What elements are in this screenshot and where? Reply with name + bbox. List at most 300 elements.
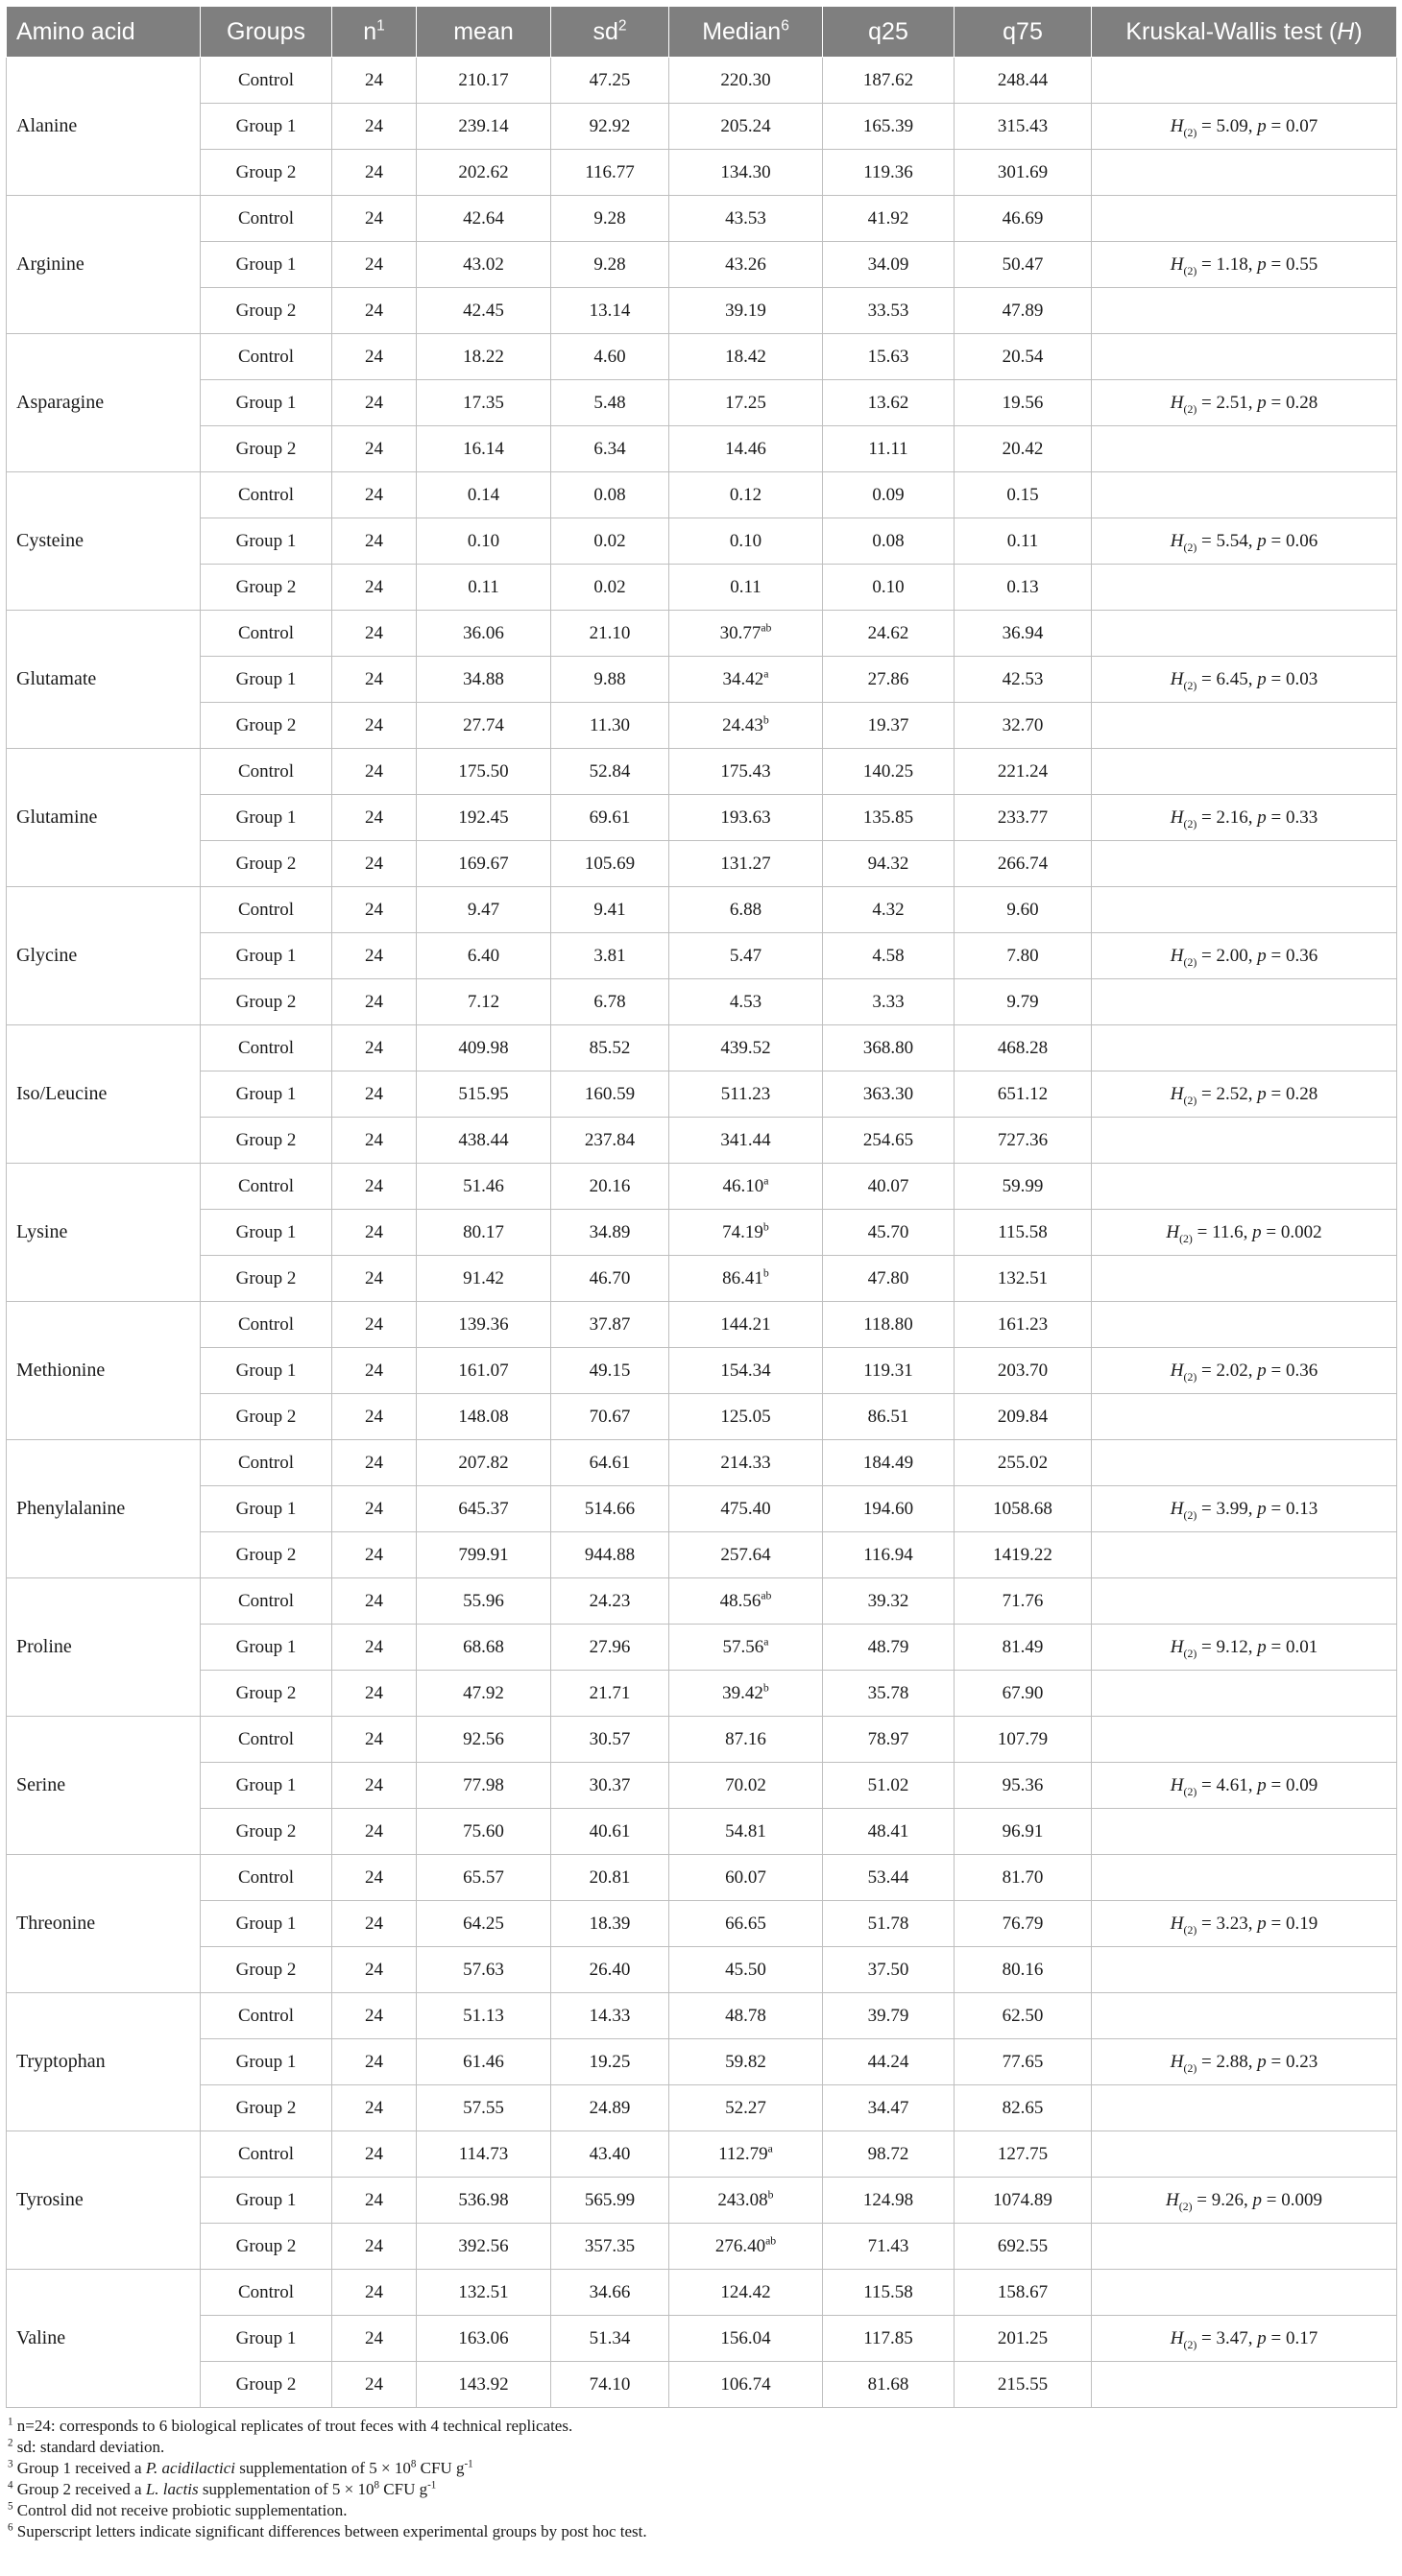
p-value: 0.28 (1285, 1083, 1318, 1104)
median-cell (669, 1071, 823, 1118)
q25-cell: 41.92 (823, 196, 955, 242)
sd-cell: 21.71 (551, 1671, 669, 1717)
amino-acid-name: Glycine (7, 887, 201, 1025)
mean-cell: 42.64 (417, 196, 551, 242)
amino-acid-name: Asparagine (7, 334, 201, 472)
sd-cell: 26.40 (551, 1947, 669, 1993)
q25-cell: 53.44 (823, 1855, 955, 1901)
q75-cell: 107.79 (955, 1717, 1092, 1763)
h-statistic: 1.18 (1216, 253, 1248, 275)
mean-cell: 0.11 (417, 565, 551, 611)
p-value: 0.07 (1285, 115, 1318, 136)
posthoc-letter: a (763, 1635, 769, 1649)
table-row (7, 472, 1397, 518)
median-value: 125.05 (720, 1406, 771, 1427)
mean-cell: 75.60 (417, 1809, 551, 1855)
n-cell: 24 (332, 426, 417, 472)
group-cell: Group 2 (201, 1532, 332, 1578)
col-header-q75: q75 (955, 7, 1092, 58)
q75-cell: 468.28 (955, 1025, 1092, 1071)
q75-cell: 36.94 (955, 611, 1092, 657)
group-cell: Control (201, 749, 332, 795)
n-cell: 24 (332, 1578, 417, 1625)
median-value: 193.63 (720, 807, 771, 828)
kruskal-wallis-cell (1092, 565, 1397, 611)
group-cell: Control (201, 1578, 332, 1625)
mean-cell: 55.96 (417, 1578, 551, 1625)
amino-acid-name: Threonine (7, 1855, 201, 1993)
footnote-text: CFU g (379, 2480, 428, 2498)
median-value: 205.24 (720, 115, 771, 136)
q25-cell: 0.08 (823, 518, 955, 565)
median-cell (669, 288, 823, 334)
mean-cell: 207.82 (417, 1440, 551, 1486)
h-statistic: 4.61 (1216, 1774, 1248, 1795)
group-cell: Group 2 (201, 1118, 332, 1164)
amino-acid-name: Lysine (7, 1164, 201, 1302)
table-body (7, 58, 1397, 2408)
median-value: 0.11 (730, 576, 761, 597)
q75-cell: 1074.89 (955, 2178, 1092, 2224)
median-cell (669, 611, 823, 657)
n-cell: 24 (332, 2085, 417, 2131)
kruskal-wallis-cell: $H_{(2)} = 2.51$, p = 0.28 (1092, 380, 1397, 426)
kruskal-wallis-cell: $H_{(2)} = 2.88$, p = 0.23 (1092, 2039, 1397, 2085)
q75-cell: 81.49 (955, 1625, 1092, 1671)
table-row (7, 150, 1397, 196)
q75-cell: 9.79 (955, 979, 1092, 1025)
table-row (7, 1071, 1397, 1118)
n-cell: 24 (332, 150, 417, 196)
q75-cell: 0.13 (955, 565, 1092, 611)
group-cell: Group 1 (201, 1348, 332, 1394)
q25-cell: 34.09 (823, 242, 955, 288)
table-row (7, 1809, 1397, 1855)
q75-cell: 201.25 (955, 2316, 1092, 2362)
n-cell: 24 (332, 104, 417, 150)
kruskal-wallis-cell (1092, 703, 1397, 749)
kruskal-wallis-cell (1092, 1671, 1397, 1717)
median-cell (669, 979, 823, 1025)
median-value: 59.82 (725, 2051, 766, 2072)
sd-cell: 116.77 (551, 150, 669, 196)
median-cell (669, 2224, 823, 2270)
table-row (7, 703, 1397, 749)
h-statistic: 2.88 (1216, 2051, 1248, 2072)
median-value: 257.64 (720, 1544, 771, 1565)
table-row (7, 1625, 1397, 1671)
kruskal-wallis-cell: $H_{(2)} = 2.02$, p = 0.36 (1092, 1348, 1397, 1394)
q75-cell: 158.67 (955, 2270, 1092, 2316)
kruskal-wallis-cell (1092, 2131, 1397, 2178)
footnote-text: supplementation of 5 × 10 (235, 2459, 411, 2477)
table-row (7, 2270, 1397, 2316)
sd-cell: 565.99 (551, 2178, 669, 2224)
group-cell: Group 2 (201, 1947, 332, 1993)
median-cell (669, 565, 823, 611)
sd-cell: 37.87 (551, 1302, 669, 1348)
n-cell: 24 (332, 1071, 417, 1118)
footnote-mark: 2 (8, 2437, 13, 2449)
table-row (7, 380, 1397, 426)
mean-cell: 64.25 (417, 1901, 551, 1947)
group-cell: Group 1 (201, 242, 332, 288)
n-cell: 24 (332, 1440, 417, 1486)
kruskal-wallis-cell (1092, 2270, 1397, 2316)
kruskal-wallis-cell: $H_{(2)} = 9.26$, p = 0.009 (1092, 2178, 1397, 2224)
kruskal-wallis-cell: $H_{(2)} = 3.23$, p = 0.19 (1092, 1901, 1397, 1947)
median-value: 106.74 (720, 2373, 771, 2395)
sd-cell: 5.48 (551, 380, 669, 426)
sd-cell: 24.23 (551, 1578, 669, 1625)
median-value: 124.42 (720, 2281, 771, 2302)
posthoc-letter: ab (765, 2234, 777, 2248)
table-row (7, 1164, 1397, 1210)
q75-cell: 692.55 (955, 2224, 1092, 2270)
median-cell (669, 703, 823, 749)
group-cell: Control (201, 1717, 332, 1763)
mean-cell: 16.14 (417, 426, 551, 472)
q25-cell: 119.36 (823, 150, 955, 196)
mean-cell: 515.95 (417, 1071, 551, 1118)
median-cell (669, 426, 823, 472)
q25-cell: 363.30 (823, 1071, 955, 1118)
table-row (7, 242, 1397, 288)
q25-cell: 115.58 (823, 2270, 955, 2316)
amino-acid-name: Tyrosine (7, 2131, 201, 2270)
table-row (7, 657, 1397, 703)
q75-cell: 161.23 (955, 1302, 1092, 1348)
group-cell: Group 2 (201, 2085, 332, 2131)
n-cell: 24 (332, 2362, 417, 2408)
median-value: 48.78 (725, 2005, 766, 2026)
table-row (7, 426, 1397, 472)
col-header-median: Median$^6$ (669, 7, 823, 58)
kruskal-wallis-cell: $H_{(2)} = 3.47$, p = 0.17 (1092, 2316, 1397, 2362)
median-value: 18.42 (725, 346, 766, 367)
n-cell: 24 (332, 1302, 417, 1348)
posthoc-letter: b (762, 1266, 769, 1280)
kruskal-wallis-cell: $H_{(2)} = 5.09$, p = 0.07 (1092, 104, 1397, 150)
sd-cell: 27.96 (551, 1625, 669, 1671)
table-row (7, 1348, 1397, 1394)
table-row (7, 1486, 1397, 1532)
q25-cell: 13.62 (823, 380, 955, 426)
table-row (7, 1025, 1397, 1071)
median-cell (669, 1164, 823, 1210)
table-row (7, 1763, 1397, 1809)
median-value: 341.44 (720, 1129, 771, 1150)
mean-cell: 210.17 (417, 58, 551, 104)
kruskal-wallis-cell (1092, 150, 1397, 196)
q25-cell: 33.53 (823, 288, 955, 334)
kruskal-wallis-cell: $H_{(2)} = 11.6$, p = 0.002 (1092, 1210, 1397, 1256)
mean-cell: 91.42 (417, 1256, 551, 1302)
q75-cell: 71.76 (955, 1578, 1092, 1625)
sd-cell: 0.02 (551, 565, 669, 611)
kruskal-wallis-cell (1092, 472, 1397, 518)
posthoc-letter: ab (761, 621, 772, 635)
table-row (7, 2131, 1397, 2178)
table-row (7, 196, 1397, 242)
kruskal-wallis-cell (1092, 196, 1397, 242)
mean-cell: 0.14 (417, 472, 551, 518)
table-row (7, 334, 1397, 380)
group-cell: Control (201, 611, 332, 657)
amino-acid-name: Glutamine (7, 749, 201, 887)
median-value: 175.43 (720, 760, 771, 782)
q25-cell: 27.86 (823, 657, 955, 703)
median-cell (669, 1348, 823, 1394)
sd-cell: 0.02 (551, 518, 669, 565)
footnote-mark: 5 (8, 2500, 13, 2513)
p-value: 0.23 (1285, 2051, 1318, 2072)
group-cell: Control (201, 1164, 332, 1210)
sd-cell: 9.28 (551, 196, 669, 242)
n-cell: 24 (332, 1993, 417, 2039)
kruskal-wallis-cell (1092, 1164, 1397, 1210)
n-cell: 24 (332, 196, 417, 242)
mean-cell: 392.56 (417, 2224, 551, 2270)
median-value: 74.19 (722, 1221, 763, 1242)
q25-cell: 81.68 (823, 2362, 955, 2408)
sd-cell: 0.08 (551, 472, 669, 518)
median-cell (669, 841, 823, 887)
mean-cell: 18.22 (417, 334, 551, 380)
q75-cell: 59.99 (955, 1164, 1092, 1210)
q25-cell: 15.63 (823, 334, 955, 380)
q25-cell: 19.37 (823, 703, 955, 749)
kruskal-wallis-cell (1092, 1947, 1397, 1993)
kruskal-wallis-cell: $H_{(2)} = 5.54$, p = 0.06 (1092, 518, 1397, 565)
col-header-mean: mean (417, 7, 551, 58)
median-cell (669, 1947, 823, 1993)
median-value: 112.79 (718, 2143, 768, 2164)
table-row (7, 2085, 1397, 2131)
median-cell (669, 518, 823, 565)
table-row (7, 565, 1397, 611)
group-cell: Group 1 (201, 933, 332, 979)
footnote (8, 2416, 1396, 2437)
q25-cell: 3.33 (823, 979, 955, 1025)
n-cell: 24 (332, 242, 417, 288)
median-value: 66.65 (725, 1913, 766, 1934)
median-value: 54.81 (725, 1820, 766, 1842)
group-cell: Group 2 (201, 2362, 332, 2408)
sd-cell: 9.28 (551, 242, 669, 288)
h-statistic: 9.26 (1211, 2189, 1244, 2210)
mean-cell: 92.56 (417, 1717, 551, 1763)
n-cell: 24 (332, 979, 417, 1025)
kruskal-wallis-cell (1092, 887, 1397, 933)
posthoc-letter: b (762, 713, 769, 727)
median-cell (669, 1210, 823, 1256)
mean-cell: 51.46 (417, 1164, 551, 1210)
median-value: 475.40 (720, 1498, 771, 1519)
group-cell: Group 1 (201, 657, 332, 703)
median-value: 34.42 (722, 668, 764, 689)
median-value: 48.56 (719, 1590, 761, 1611)
q75-cell: 301.69 (955, 150, 1092, 196)
footnote-text: P. acidilactici (145, 2459, 236, 2477)
sd-cell: 9.88 (551, 657, 669, 703)
kruskal-wallis-cell (1092, 1717, 1397, 1763)
sd-cell: 30.57 (551, 1717, 669, 1763)
table-row (7, 933, 1397, 979)
h-statistic: 9.12 (1216, 1636, 1248, 1657)
q25-cell: 116.94 (823, 1532, 955, 1578)
table-row (7, 1993, 1397, 2039)
q75-cell: 233.77 (955, 795, 1092, 841)
footnote-text: Control did not receive probiotic supplementation. (16, 2501, 348, 2519)
median-value: 46.10 (722, 1175, 764, 1196)
group-cell: Group 1 (201, 2178, 332, 2224)
median-value: 60.07 (725, 1866, 766, 1888)
kruskal-wallis-cell: $H_{(2)} = 6.45$, p = 0.03 (1092, 657, 1397, 703)
q75-cell: 0.11 (955, 518, 1092, 565)
table-row (7, 1256, 1397, 1302)
median-value: 131.27 (720, 853, 771, 874)
posthoc-letter: b (762, 1220, 769, 1234)
median-cell (669, 795, 823, 841)
q25-cell: 118.80 (823, 1302, 955, 1348)
q25-cell: 40.07 (823, 1164, 955, 1210)
median-value: 24.43 (722, 714, 763, 735)
mean-cell: 239.14 (417, 104, 551, 150)
footnote-text: -1 (427, 2479, 437, 2492)
q75-cell: 67.90 (955, 1671, 1092, 1717)
n-cell: 24 (332, 1256, 417, 1302)
q75-cell: 203.70 (955, 1348, 1092, 1394)
footnote-mark: 1 (8, 2416, 13, 2428)
group-cell: Group 1 (201, 2316, 332, 2362)
q25-cell: 124.98 (823, 2178, 955, 2224)
p-value: 0.19 (1285, 1913, 1318, 1934)
footnote-mark: 4 (8, 2479, 13, 2492)
amino-acid-name: Glutamate (7, 611, 201, 749)
p-value: 0.01 (1285, 1636, 1318, 1657)
sd-cell: 514.66 (551, 1486, 669, 1532)
table-row (7, 1578, 1397, 1625)
n-cell: 24 (332, 1532, 417, 1578)
q75-cell: 266.74 (955, 841, 1092, 887)
median-cell (669, 887, 823, 933)
median-cell (669, 1855, 823, 1901)
footnotes (6, 2416, 1396, 2542)
p-value: 0.09 (1285, 1774, 1318, 1795)
footnote-text: supplementation of 5 × 10 (198, 2480, 375, 2498)
n-cell: 24 (332, 1717, 417, 1763)
sd-cell: 51.34 (551, 2316, 669, 2362)
group-cell: Control (201, 472, 332, 518)
posthoc-letter: b (762, 1681, 769, 1695)
n-cell: 24 (332, 2270, 417, 2316)
n-cell: 24 (332, 795, 417, 841)
n-cell: 24 (332, 58, 417, 104)
median-value: 144.21 (720, 1313, 771, 1335)
q75-cell: 20.54 (955, 334, 1092, 380)
kruskal-wallis-cell: $H_{(2)} = 3.99$, p = 0.13 (1092, 1486, 1397, 1532)
group-cell: Group 1 (201, 380, 332, 426)
n-cell: 24 (332, 2178, 417, 2224)
sd-cell: 13.14 (551, 288, 669, 334)
group-cell: Group 2 (201, 426, 332, 472)
n-cell: 24 (332, 472, 417, 518)
q25-cell: 47.80 (823, 1256, 955, 1302)
median-cell (669, 2039, 823, 2085)
h-statistic: 2.52 (1216, 1083, 1248, 1104)
median-cell (669, 1578, 823, 1625)
sd-cell: 70.67 (551, 1394, 669, 1440)
kruskal-wallis-cell (1092, 1118, 1397, 1164)
median-value: 0.10 (729, 530, 762, 551)
q25-cell: 4.32 (823, 887, 955, 933)
group-cell: Control (201, 1025, 332, 1071)
median-value: 214.33 (720, 1452, 771, 1473)
n-cell: 24 (332, 1809, 417, 1855)
median-cell (669, 196, 823, 242)
n-cell: 24 (332, 518, 417, 565)
q75-cell: 32.70 (955, 703, 1092, 749)
group-cell: Group 2 (201, 1394, 332, 1440)
median-cell (669, 1025, 823, 1071)
q25-cell: 37.50 (823, 1947, 955, 1993)
sd-cell: 49.15 (551, 1348, 669, 1394)
sd-cell: 6.78 (551, 979, 669, 1025)
posthoc-letter: b (767, 2188, 774, 2202)
n-cell: 24 (332, 657, 417, 703)
h-statistic: 5.09 (1216, 115, 1248, 136)
header-row (7, 7, 1397, 58)
group-cell: Group 1 (201, 1071, 332, 1118)
kruskal-wallis-cell (1092, 288, 1397, 334)
col-header-sd: $sd^2$ (551, 7, 669, 58)
kruskal-wallis-cell (1092, 1440, 1397, 1486)
group-cell: Control (201, 2131, 332, 2178)
q25-cell: 0.09 (823, 472, 955, 518)
q25-cell: 51.02 (823, 1763, 955, 1809)
mean-cell: 175.50 (417, 749, 551, 795)
n-cell: 24 (332, 1855, 417, 1901)
median-value: 14.46 (725, 438, 766, 459)
q25-cell: 98.72 (823, 2131, 955, 2178)
table-row (7, 841, 1397, 887)
col-header-n: $n^1$ (332, 7, 417, 58)
group-cell: Group 1 (201, 2039, 332, 2085)
q25-cell: 117.85 (823, 2316, 955, 2362)
median-cell (669, 657, 823, 703)
amino-acid-name: Valine (7, 2270, 201, 2408)
sd-cell: 92.92 (551, 104, 669, 150)
group-cell: Control (201, 1855, 332, 1901)
n-cell: 24 (332, 749, 417, 795)
sd-cell: 52.84 (551, 749, 669, 795)
p-value: 0.55 (1285, 253, 1318, 275)
table-row (7, 2178, 1397, 2224)
mean-cell: 132.51 (417, 2270, 551, 2316)
posthoc-letter: a (767, 2142, 773, 2155)
sd-cell: 4.60 (551, 334, 669, 380)
sd-cell: 85.52 (551, 1025, 669, 1071)
col-header-q25: q25 (823, 7, 955, 58)
col-header-groups: Groups (201, 7, 332, 58)
q75-cell: 20.42 (955, 426, 1092, 472)
group-cell: Group 2 (201, 288, 332, 334)
sd-cell: 34.89 (551, 1210, 669, 1256)
group-cell: Group 2 (201, 703, 332, 749)
kruskal-wallis-cell (1092, 58, 1397, 104)
median-value: 156.04 (720, 2327, 771, 2348)
